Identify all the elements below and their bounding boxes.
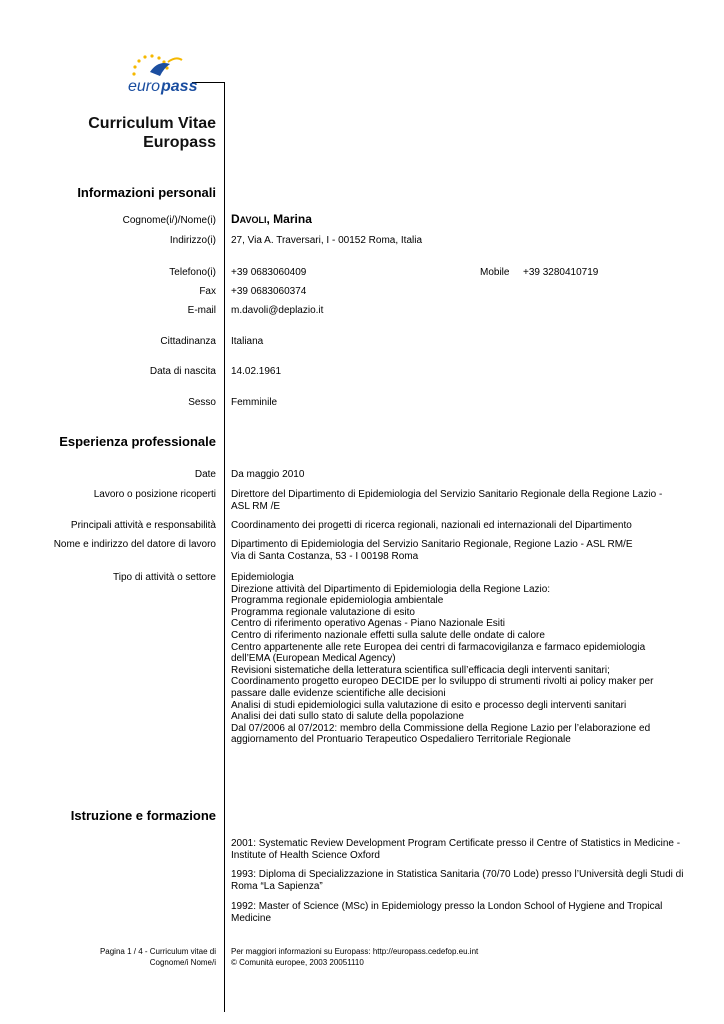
education-item	[231, 869, 691, 893]
sector-value	[231, 572, 691, 746]
section-heading-experience: Esperienza professionale	[59, 434, 216, 449]
sector-line: Centro di riferimento operativo Agenas - Piano Nazionale Esiti	[231, 618, 506, 630]
sector-line: dell’EMA (European Medical Agency)	[231, 653, 396, 665]
cv-title-line1: Curriculum Vitae	[88, 115, 216, 132]
employer-line: Via di Santa Costanza, 53 - I 00198 Roma	[231, 551, 419, 562]
sector-line: Direzione attività del Dipartimento di Epidemiologia della Regione Lazio:	[231, 583, 551, 595]
date-value: Da maggio 2010	[231, 469, 305, 480]
position-label: Lavoro o posizione ricoperti	[93, 489, 216, 500]
sector-line: Programma regionale valutazione di esito	[231, 606, 415, 618]
activities-value: Coordinamento dei progetti di ricerca regionali, nazionali ed internazionali del Dipartimento	[231, 520, 632, 531]
column-divider	[224, 82, 225, 1012]
sector-line: passare dalle evidenze scientifiche alle decisioni	[231, 687, 446, 699]
email-value: m.davoli@deplazio.it	[231, 305, 324, 316]
mobile-label: Mobile	[480, 267, 510, 278]
education-line: 2001: Systematic Review Development Program Certificate presso il Centre of Statistics in Medicine -	[231, 838, 681, 849]
surname-initial: D	[231, 212, 240, 226]
section-heading-education: Istruzione e formazione	[70, 808, 216, 823]
education-line: 1992: Master of Science (MSc) in Epidemiology presso la London School of Hygiene and Tropical	[231, 901, 663, 912]
full-name	[231, 213, 691, 226]
sector-label: Tipo di attività o settore	[112, 572, 216, 583]
fax-value: +39 0683060374	[231, 286, 307, 297]
first-name: , Marina	[266, 212, 312, 226]
cv-title-line2: Europass	[143, 134, 216, 151]
europass-logo	[124, 50, 214, 100]
footer-info-link[interactable]: Per maggiori informazioni su Europass: http://europass.cedefop.eu.int	[231, 947, 479, 956]
sector-line: Centro di riferimento nazionale effetti sulla salute delle ondate di calore	[231, 629, 545, 641]
footer-page-info: Pagina 1 / 4 - Curriculum vitae di	[99, 947, 216, 956]
footer-left	[100, 946, 216, 968]
surname-rest: AVOLI	[239, 215, 267, 225]
education-line: 1993: Diploma di Specializzazione in Statistica Sanitaria (70/70 Lode) presso l’Università degli Studi di	[231, 869, 684, 880]
activities-label: Principali attività e responsabilità	[70, 520, 216, 531]
email-label: E-mail	[187, 305, 216, 316]
position-line: Direttore del Dipartimento di Epidemiologia del Servizio Sanitario Regionale della Regione Lazio -	[231, 489, 663, 500]
sector-line: Programma regionale epidemiologia ambientale	[231, 595, 444, 607]
position-line: ASL RM /E	[231, 501, 281, 512]
address-label: Indirizzo(i)	[169, 235, 216, 246]
citizenship-value: Italiana	[231, 336, 264, 347]
address-value: 27, Via A. Traversari, I - 00152 Roma, Italia	[231, 235, 423, 246]
footer-right	[231, 946, 478, 968]
footer-copyright: © Comunità europee, 2003 20051110	[231, 958, 364, 967]
sex-label: Sesso	[188, 397, 216, 408]
sector-line: Centro appartenente alle rete Europea dei centri di farmacovigilanza e farmaco epidemiologia	[231, 641, 646, 653]
date-label: Date	[194, 469, 216, 480]
sector-line: Analisi di studi epidemiologici sulla valutazione di esito e processo degli interventi sanitari	[231, 699, 627, 711]
citizenship-label: Cittadinanza	[160, 336, 216, 347]
sector-line: Coordinamento progetto europeo DECIDE per lo sviluppo di strumenti rivolti ai policy maker per	[231, 676, 654, 688]
education-line: Institute of Health Science Oxford	[231, 850, 380, 861]
sector-line: Analisi dei dati sullo stato di salute della popolazione	[231, 711, 464, 723]
name-label: Cognome(i/)/Nome(i)	[122, 215, 216, 226]
logo-text-euro: euro	[128, 78, 161, 95]
education-line: Medicine	[231, 913, 272, 924]
logo-text-pass: pass	[161, 78, 198, 95]
phone-label: Telefono(i)	[169, 267, 216, 278]
mobile-value: +39 3280410719	[523, 267, 599, 278]
birth-value: 14.02.1961	[231, 366, 282, 377]
sector-line: Epidemiologia	[231, 572, 294, 583]
birth-label: Data di nascita	[149, 366, 216, 377]
fax-label: Fax	[199, 286, 216, 297]
education-line: Roma “La Sapienza”	[231, 881, 323, 892]
position-value	[231, 489, 691, 513]
section-heading-personal: Informazioni personali	[77, 185, 216, 200]
sector-line: Revisioni sistematiche della letteratura scientifica sull’efficacia degli interventi sanitari;	[231, 664, 610, 676]
sex-value: Femminile	[231, 397, 278, 408]
phone-value: +39 0683060409	[231, 267, 307, 278]
employer-line: Dipartimento di Epidemiologia del Servizio Sanitario Regionale, Regione Lazio - ASL RM/E	[231, 539, 633, 550]
cv-title	[88, 114, 216, 152]
footer-name-placeholder: Cognome/i Nome/i	[149, 958, 216, 967]
sector-line: Dal 07/2006 al 07/2012: membro della Commissione della Regione Lazio per l’elaborazione ed	[231, 722, 651, 734]
employer-label: Nome e indirizzo del datore di lavoro	[53, 539, 216, 550]
education-item	[231, 838, 691, 862]
sector-line: aggiornamento del Prontuario Terapeutico Ospedaliero Territoriale Regionale	[231, 734, 571, 746]
education-item	[231, 901, 691, 925]
employer-value	[231, 539, 691, 563]
